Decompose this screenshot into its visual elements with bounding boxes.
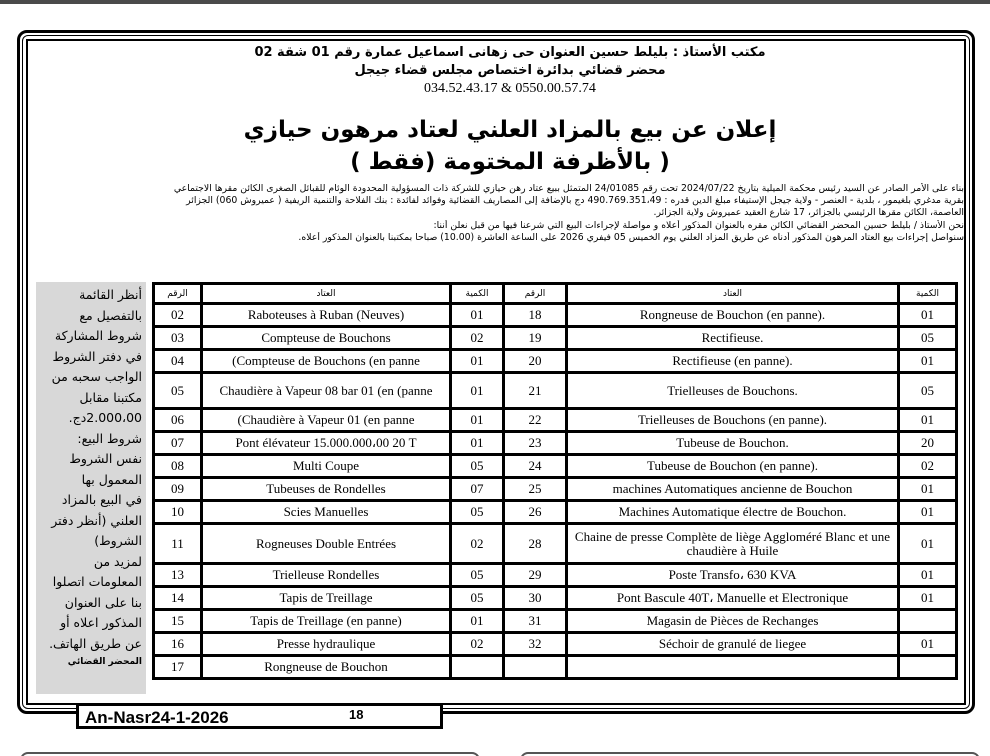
- table-row: [154, 656, 957, 679]
- item-equipment: Pont Bascule 40T، Manuelle et Electronique: [567, 587, 899, 610]
- item-equipment: Chaudière à Vapeur 08 bar 01 (en (panne: [202, 373, 451, 409]
- item-quantity: 02: [899, 455, 957, 478]
- item-quantity: 01: [899, 587, 957, 610]
- sidebar-line: شروط البيع:: [77, 430, 142, 446]
- item-quantity: 05: [451, 587, 504, 610]
- item-quantity: 05: [451, 455, 504, 478]
- page-number: 18: [349, 707, 364, 722]
- body-line: العاصمة، الكائن مقرها الرئيسي بالجزائر، 17 شارع العقيد عميروش ولاية الجزائر.: [653, 207, 964, 219]
- item-quantity: 01: [899, 564, 957, 587]
- item-quantity: 01: [899, 409, 957, 432]
- table-row: [154, 409, 957, 432]
- item-number: [504, 656, 567, 679]
- item-equipment: Rectifieuse.: [567, 327, 899, 350]
- item-number: 21: [504, 373, 567, 409]
- item-equipment: Rogneuses Double Entrées: [202, 524, 451, 564]
- title-main: إعلان عن بيع بالمزاد العلني لعتاد مرهون حيازي: [243, 117, 777, 143]
- item-equipment: Pont élévateur 15.000.000،00 20 T: [202, 432, 451, 455]
- item-quantity: 01: [451, 409, 504, 432]
- phone-numbers: 034.52.43.17 & 0550.00.57.74: [424, 81, 596, 96]
- item-equipment: Trielleuse Rondelles: [202, 564, 451, 587]
- item-number: 05: [154, 373, 202, 409]
- item-number: 10: [154, 501, 202, 524]
- sidebar-line: أنظر القائمة: [79, 287, 142, 302]
- header-number: الرقم: [154, 284, 202, 304]
- item-equipment: Rectifieuse (en panne).: [567, 350, 899, 373]
- item-number: 26: [504, 501, 567, 524]
- item-quantity: 01: [451, 432, 504, 455]
- table-row: [154, 587, 957, 610]
- item-number: 20: [504, 350, 567, 373]
- sidebar-line: نفس الشروط: [69, 451, 142, 466]
- sidebar-line: الشروط): [94, 533, 142, 548]
- table-row: [154, 350, 957, 373]
- item-equipment: Rongneuse de Bouchon (en panne).: [567, 304, 899, 327]
- sidebar-line: المعلومات اتصلوا: [52, 574, 142, 589]
- table-row: [154, 524, 957, 564]
- item-equipment: Chaine de presse Complète de liège Aggloméré Blanc et une chaudière à Huile: [567, 524, 899, 564]
- item-quantity: [899, 656, 957, 679]
- item-quantity: 05: [451, 501, 504, 524]
- title-sub: ( بالأظرفة المختومة (فقط ): [350, 149, 670, 175]
- item-quantity: [899, 610, 957, 633]
- sidebar-line: لمزيد من: [93, 553, 142, 569]
- item-number: 30: [504, 587, 567, 610]
- sidebar-line: في البيع بالمزاد: [61, 492, 142, 507]
- bailiff-signature: المحضر القضائي: [67, 657, 142, 667]
- item-quantity: 01: [899, 524, 957, 564]
- announcement-body: [30, 183, 964, 244]
- item-equipment: Scies Manuelles: [202, 501, 451, 524]
- item-number: 02: [154, 304, 202, 327]
- item-quantity: 02: [451, 327, 504, 350]
- item-equipment: Raboteuses à Ruban (Neuves): [202, 304, 451, 327]
- sidebar-line: المعمول بها: [81, 471, 142, 487]
- office-address: مكتب الأستاذ : بليلط حسين العنوان حى زهانى اسماعيل عمارة رقم 01 شقة 02: [254, 45, 766, 60]
- item-quantity: 05: [451, 564, 504, 587]
- table-row: [154, 478, 957, 501]
- table-row: [154, 564, 957, 587]
- item-number: 03: [154, 327, 202, 350]
- sidebar-line: شروط المشاركة: [54, 328, 142, 343]
- item-quantity: 05: [899, 373, 957, 409]
- announcement-title: [200, 114, 820, 178]
- table-row: [154, 501, 957, 524]
- item-number: 15: [154, 610, 202, 633]
- item-equipment: Tubeuse de Bouchon.: [567, 432, 899, 455]
- header-number: الرقم: [504, 284, 567, 304]
- sidebar-line: في دفتر الشروط: [52, 348, 142, 364]
- item-quantity: 01: [899, 633, 957, 656]
- table-row: [154, 633, 957, 656]
- conditions-sidebar: [36, 282, 146, 694]
- publication-date: An-Nasr24-1-2026: [85, 708, 229, 727]
- item-equipment: Trielleuses de Bouchons.: [567, 373, 899, 409]
- item-number: 28: [504, 524, 567, 564]
- sidebar-line: مكتبنا مقابل: [79, 389, 142, 405]
- item-number: 24: [504, 455, 567, 478]
- item-equipment: Trielleuses de Bouchons (en panne).: [567, 409, 899, 432]
- item-quantity: 01: [451, 350, 504, 373]
- header-quantity: الكمية: [899, 284, 957, 304]
- body-line: بقرية مدغري بلغيمور ، بلدية - العنصر - ولاية جيجل الإستيفاء مبلغ الدين قدره : 490.769.351،49 دج بالإضافة إلى المصاريف القضائية وفوائد لفائدة : بنك الفلاحة والتنمية الريفية ( عميروش 060) الجزائر: [186, 195, 964, 207]
- item-equipment: Séchoir de granulé de liegee: [567, 633, 899, 656]
- item-number: 08: [154, 455, 202, 478]
- item-number: 13: [154, 564, 202, 587]
- item-equipment: Tubeuse de Bouchon (en panne).: [567, 455, 899, 478]
- item-quantity: 01: [899, 501, 957, 524]
- item-equipment: [567, 656, 899, 679]
- next-ad-frame-right: [520, 752, 980, 756]
- item-number: 09: [154, 478, 202, 501]
- item-equipment: Presse hydraulique: [202, 633, 451, 656]
- next-ad-frame-left: [20, 752, 480, 756]
- item-number: 17: [154, 656, 202, 679]
- body-line: سنواصل إجراءات بيع العتاد المرهون المذكور أدناه عن طريق المزاد العلني يوم الخميس 05 فيفري 2026 على الساعة العاشرة (10.00) صباحا بمكتبنا بالعنوان المذكور أعلاه.: [298, 231, 964, 243]
- item-number: 18: [504, 304, 567, 327]
- page-footer: [76, 703, 443, 729]
- item-equipment: Poste Transfo، 630 KVA: [567, 564, 899, 587]
- item-quantity: 01: [899, 478, 957, 501]
- item-quantity: 01: [451, 304, 504, 327]
- equipment-table: [152, 282, 958, 680]
- item-equipment: Tubeuses de Rondelles: [202, 478, 451, 501]
- item-number: 06: [154, 409, 202, 432]
- item-number: 07: [154, 432, 202, 455]
- item-quantity: 20: [899, 432, 957, 455]
- header-quantity: الكمية: [451, 284, 504, 304]
- item-equipment: Multi Coupe: [202, 455, 451, 478]
- item-quantity: [451, 656, 504, 679]
- item-number: 11: [154, 524, 202, 564]
- sidebar-line: الواجب سحبه من: [51, 369, 142, 384]
- item-quantity: 02: [451, 524, 504, 564]
- item-quantity: 01: [451, 373, 504, 409]
- sidebar-line: العلني (أنظر دفتر: [51, 512, 142, 528]
- item-equipment: Tapis de Treillage: [202, 587, 451, 610]
- item-quantity: 05: [899, 327, 957, 350]
- body-line: نحن الأستاذ / بليلط حسين المحضر القضائي الكائن مقره بالعنوان المذكور أعلاه و مواصلة لإجراءات البيع التي شرعنا فيها من قبل نعلن أننا:: [433, 219, 964, 231]
- table-row: [154, 327, 957, 350]
- top-bar: [0, 0, 990, 4]
- bailiff-header: [200, 44, 820, 98]
- body-line: بناء على الأمر الصادر عن السيد رئيس محكمة الميلية بتاريخ 2024/07/22 تحت رقم 24/01085 المتمثل ببيع عتاد رهن حيازي للشركة ذات المسؤولية المحدودة الوئام للقبائل الصغرى الكائن مقرها الاجتماعي: [173, 183, 964, 194]
- item-quantity: 07: [451, 478, 504, 501]
- header-equipment: العتاد: [567, 284, 899, 304]
- table-row: [154, 304, 957, 327]
- item-quantity: 01: [899, 304, 957, 327]
- sidebar-line: المذكور اعلاه أو: [60, 615, 142, 630]
- item-quantity: 01: [451, 610, 504, 633]
- item-number: 23: [504, 432, 567, 455]
- item-equipment: Tapis de Treillage (en panne): [202, 610, 451, 633]
- item-number: 25: [504, 478, 567, 501]
- item-number: 31: [504, 610, 567, 633]
- table-row: [154, 455, 957, 478]
- item-number: 14: [154, 587, 202, 610]
- sidebar-line: عن طريق الهاتف.: [49, 635, 142, 651]
- sidebar-line: بالتفصيل مع: [79, 307, 142, 323]
- item-number: 04: [154, 350, 202, 373]
- item-number: 29: [504, 564, 567, 587]
- table-row: [154, 432, 957, 455]
- item-number: 22: [504, 409, 567, 432]
- table-row: [154, 610, 957, 633]
- table-header-row: [154, 284, 957, 304]
- item-equipment: (Compteuse de Bouchons (en panne: [202, 350, 451, 373]
- item-equipment: Machines Automatique électre de Bouchon.: [567, 501, 899, 524]
- item-quantity: 01: [899, 350, 957, 373]
- court-jurisdiction: محضر قضائي بدائرة اختصاص مجلس قضاء جيجل: [354, 63, 666, 78]
- item-equipment: Magasin de Pièces de Rechanges: [567, 610, 899, 633]
- item-quantity: 02: [451, 633, 504, 656]
- item-equipment: (Chaudière à Vapeur 01 (en panne: [202, 409, 451, 432]
- item-equipment: Rongneuse de Bouchon: [202, 656, 451, 679]
- table-row: [154, 373, 957, 409]
- sidebar-line: 2.000،00دج.: [68, 410, 142, 425]
- item-equipment: machines Automatiques ancienne de Bouchon: [567, 478, 899, 501]
- header-equipment: العتاد: [202, 284, 451, 304]
- item-number: 19: [504, 327, 567, 350]
- item-number: 32: [504, 633, 567, 656]
- item-equipment: Compteuse de Bouchons: [202, 327, 451, 350]
- item-number: 16: [154, 633, 202, 656]
- sidebar-line: بنا على العنوان: [64, 594, 142, 610]
